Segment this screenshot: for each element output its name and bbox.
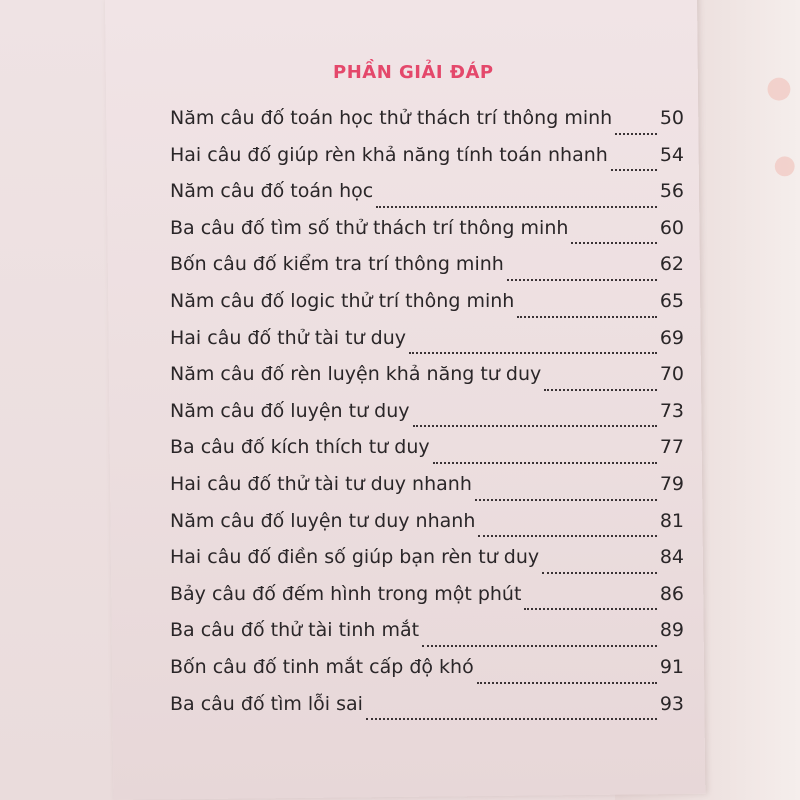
- toc-entry: [170, 290, 684, 327]
- toc-entry-page-number: 81: [659, 509, 684, 532]
- toc-entry-page-number: 69: [659, 326, 684, 349]
- table-of-contents: [170, 107, 684, 729]
- toc-entry-page-number: 65: [659, 289, 684, 312]
- dot-leader: [478, 534, 656, 537]
- toc-entry-page-number: 89: [659, 619, 684, 642]
- toc-entry-title: Năm câu đố rèn luyện khả năng tư duy: [170, 363, 542, 386]
- dot-leader: [475, 498, 657, 501]
- toc-entry-title: Ba câu đố tìm số thử thách trí thông minh: [170, 216, 569, 239]
- toc-entry: [170, 619, 684, 656]
- toc-entry-title: Bốn câu đố tinh mắt cấp độ khó: [170, 655, 474, 678]
- dot-leader: [524, 607, 656, 610]
- toc-entry-page-number: 93: [659, 692, 684, 715]
- toc-entry-page-number: 79: [659, 472, 684, 495]
- toc-entry: [170, 436, 684, 473]
- dot-leader: [366, 717, 657, 720]
- dot-leader: [433, 461, 657, 464]
- toc-entry-page-number: 70: [659, 363, 684, 386]
- dot-leader: [422, 644, 657, 647]
- dot-leader: [507, 278, 657, 281]
- toc-entry: [170, 656, 684, 693]
- toc-entry: [170, 144, 684, 181]
- toc-entry-page-number: 54: [659, 143, 684, 166]
- toc-entry: [170, 693, 684, 730]
- toc-entry-page-number: 91: [659, 655, 684, 678]
- toc-entry-title: Năm câu đố luyện tư duy nhanh: [170, 509, 476, 532]
- toc-entry-title: Hai câu đố điền số giúp bạn rèn tư duy: [170, 546, 540, 569]
- toc-entry-title: Bảy câu đố đếm hình trong một phút: [170, 582, 522, 605]
- toc-entry: [170, 107, 684, 144]
- dot-leader: [571, 241, 656, 244]
- dot-leader: [544, 388, 657, 391]
- toc-entry-page-number: 56: [659, 180, 684, 203]
- toc-entry: [170, 180, 684, 217]
- toc-entry: [170, 400, 684, 437]
- toc-entry: [170, 253, 684, 290]
- toc-entry-page-number: 77: [659, 436, 684, 459]
- toc-entry-title: Năm câu đố luyện tư duy: [170, 399, 410, 422]
- toc-entry-page-number: 50: [659, 107, 684, 129]
- toc-entry-title: Năm câu đố logic thử trí thông minh: [170, 289, 515, 312]
- dot-leader: [409, 351, 657, 354]
- toc-entry-title: Hai câu đố thử tài tư duy: [170, 326, 407, 349]
- toc-entry: [170, 546, 684, 583]
- toc-entry: [170, 327, 684, 364]
- section-heading: PHẦN GIẢI ĐÁP: [333, 62, 494, 83]
- toc-entry-page-number: 86: [659, 582, 684, 605]
- dot-leader: [615, 132, 657, 135]
- dot-leader: [611, 168, 657, 171]
- toc-entry-title: Ba câu đố tìm lỗi sai: [170, 692, 363, 715]
- toc-entry: [170, 473, 684, 510]
- toc-entry-title: Năm câu đố toán học: [170, 180, 374, 203]
- toc-entry: [170, 217, 684, 254]
- toc-entry-page-number: 62: [659, 253, 684, 276]
- toc-entry: [170, 363, 684, 400]
- background-decoration: ●: [773, 150, 796, 180]
- dot-leader: [376, 205, 657, 208]
- toc-entry-title: Hai câu đố thử tài tư duy nhanh: [170, 472, 472, 495]
- dot-leader: [517, 315, 657, 318]
- toc-entry-page-number: 84: [659, 546, 684, 569]
- dot-leader: [542, 571, 657, 574]
- dot-leader: [413, 424, 657, 427]
- toc-entry-title: Bốn câu đố kiểm tra trí thông minh: [170, 253, 504, 276]
- toc-entry: [170, 510, 684, 547]
- toc-entry-title: Hai câu đố giúp rèn khả năng tính toán nhanh: [170, 143, 608, 166]
- toc-entry-page-number: 60: [659, 216, 684, 239]
- toc-entry-title: Ba câu đố thử tài tinh mắt: [170, 619, 420, 642]
- toc-entry-title: Ba câu đố kích thích tư duy: [170, 436, 430, 459]
- background-decoration: ●: [765, 70, 792, 105]
- dot-leader: [477, 681, 657, 684]
- toc-entry: [170, 583, 684, 620]
- toc-entry-title: Năm câu đố toán học thử thách trí thông minh: [170, 107, 613, 129]
- toc-entry-page-number: 73: [659, 399, 684, 422]
